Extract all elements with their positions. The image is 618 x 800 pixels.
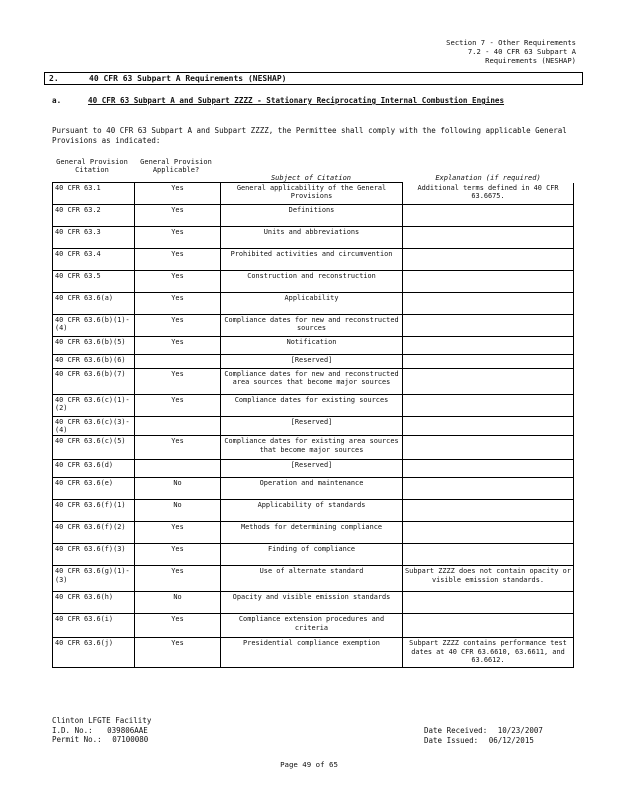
explanation-cell: [403, 205, 574, 227]
footer-right: [424, 726, 543, 745]
section-number: 2.: [49, 74, 59, 83]
received-value: 10/23/2007: [497, 726, 543, 735]
subject-cell: Units and abbreviations: [221, 227, 403, 249]
citation-cell: 40 CFR 63.6(b)(5): [53, 337, 135, 355]
intro-paragraph: Pursuant to 40 CFR 63 Subpart A and Subpart ZZZZ, the Permittee shall comply with the following applicable General Provisions as indicated:: [52, 126, 567, 145]
applicable-cell: Yes: [135, 337, 221, 355]
explanation-cell: [403, 614, 574, 638]
header-line-3: Requirements (NESHAP): [485, 56, 576, 65]
issued-label: Date Issued:: [424, 735, 479, 745]
id-value: 039806AAE: [107, 725, 148, 735]
general-provisions-table: [52, 182, 574, 668]
applicable-cell: No: [135, 478, 221, 500]
citation-cell: 40 CFR 63.6(f)(3): [53, 544, 135, 566]
table-row: [53, 227, 574, 249]
applicable-cell: Yes: [135, 315, 221, 337]
applicable-cell: Yes: [135, 522, 221, 544]
subject-cell: Applicability of standards: [221, 500, 403, 522]
table-row: [53, 205, 574, 227]
explanation-cell: [403, 478, 574, 500]
table-row: [53, 315, 574, 337]
explanation-cell: [403, 522, 574, 544]
table-row: [53, 249, 574, 271]
citation-cell: 40 CFR 63.6(c)(3)-(4): [53, 417, 135, 436]
issued-line: [424, 736, 543, 746]
subject-cell: Compliance dates for existing sources: [221, 395, 403, 417]
table-row: [53, 592, 574, 614]
permit-line: [52, 735, 151, 745]
subject-cell: Use of alternate standard: [221, 566, 403, 592]
table-row: [53, 369, 574, 395]
citation-cell: 40 CFR 63.1: [53, 183, 135, 205]
table-row: [53, 183, 574, 205]
applicable-cell: Yes: [135, 614, 221, 638]
id-label: I.D. No.:: [52, 725, 93, 735]
table-row: [53, 460, 574, 478]
explanation-cell: Subpart ZZZZ does not contain opacity or visible emission standards.: [403, 566, 574, 592]
table-row: [53, 478, 574, 500]
subject-cell: Compliance extension procedures and criteria: [221, 614, 403, 638]
subject-cell: Opacity and visible emission standards: [221, 592, 403, 614]
applicable-cell: [135, 417, 221, 436]
citation-cell: 40 CFR 63.4: [53, 249, 135, 271]
table-row: [53, 417, 574, 436]
applicable-cell: [135, 460, 221, 478]
page-number: Page 49 of 65: [280, 760, 338, 769]
applicable-cell: Yes: [135, 271, 221, 293]
applicable-cell: Yes: [135, 544, 221, 566]
citation-cell: 40 CFR 63.6(h): [53, 592, 135, 614]
section-title: 40 CFR 63 Subpart A Requirements (NESHAP): [89, 74, 287, 83]
table-row: [53, 638, 574, 668]
table-body: [53, 183, 574, 668]
id-line: [52, 726, 151, 736]
subject-cell: Definitions: [221, 205, 403, 227]
applicable-cell: Yes: [135, 566, 221, 592]
table-row: [53, 271, 574, 293]
header-line-1: Section 7 - Other Requirements: [446, 38, 576, 47]
table-row: [53, 436, 574, 460]
citation-cell: 40 CFR 63.2: [53, 205, 135, 227]
subject-cell: Compliance dates for new and reconstructed sources: [221, 315, 403, 337]
table-row: [53, 337, 574, 355]
header-line-2: 7.2 - 40 CFR 63 Subpart A: [467, 47, 576, 56]
explanation-cell: [403, 592, 574, 614]
subject-cell: Compliance dates for existing area sources that become major sources: [221, 436, 403, 460]
footer-left: [52, 716, 151, 745]
subject-cell: Construction and reconstruction: [221, 271, 403, 293]
explanation-cell: [403, 417, 574, 436]
permit-label: Permit No.:: [52, 735, 102, 744]
subject-cell: Methods for determining compliance: [221, 522, 403, 544]
citation-cell: 40 CFR 63.6(f)(1): [53, 500, 135, 522]
received-label: Date Received:: [424, 726, 488, 735]
explanation-cell: [403, 315, 574, 337]
citation-cell: 40 CFR 63.6(i): [53, 614, 135, 638]
subject-cell: [Reserved]: [221, 460, 403, 478]
applicable-cell: Yes: [135, 249, 221, 271]
applicable-cell: No: [135, 592, 221, 614]
citation-cell: 40 CFR 63.6(d): [53, 460, 135, 478]
explanation-cell: Additional terms defined in 40 CFR 63.6675.: [403, 183, 574, 205]
citation-cell: 40 CFR 63.6(b)(6): [53, 355, 135, 369]
subject-cell: [Reserved]: [221, 417, 403, 436]
explanation-cell: [403, 249, 574, 271]
subject-cell: Compliance dates for new and reconstructed area sources that become major sources: [221, 369, 403, 395]
subject-cell: Presidential compliance exemption: [221, 638, 403, 668]
explanation-cell: [403, 436, 574, 460]
applicable-cell: Yes: [135, 205, 221, 227]
citation-cell: 40 CFR 63.6(b)(1)-(4): [53, 315, 135, 337]
explanation-cell: [403, 227, 574, 249]
table-row: [53, 500, 574, 522]
table-row: [53, 293, 574, 315]
subject-cell: General applicability of the General Provisions: [221, 183, 403, 205]
applicable-cell: Yes: [135, 293, 221, 315]
explanation-cell: [403, 271, 574, 293]
facility-name: Clinton LFGTE Facility: [52, 716, 152, 725]
applicable-cell: Yes: [135, 369, 221, 395]
explanation-cell: [403, 337, 574, 355]
table-row: [53, 544, 574, 566]
applicable-cell: Yes: [135, 395, 221, 417]
subject-cell: Finding of compliance: [221, 544, 403, 566]
received-line: [424, 726, 543, 736]
subject-cell: Notification: [221, 337, 403, 355]
applicable-cell: Yes: [135, 436, 221, 460]
applicable-cell: Yes: [135, 183, 221, 205]
permit-value: 07100080: [112, 735, 149, 744]
citation-cell: 40 CFR 63.6(g)(1)-(3): [53, 566, 135, 592]
citation-cell: 40 CFR 63.6(a): [53, 293, 135, 315]
subject-cell: Operation and maintenance: [221, 478, 403, 500]
citation-cell: 40 CFR 63.5: [53, 271, 135, 293]
column-header-applicable: General Provision Applicable?: [140, 158, 212, 174]
explanation-cell: [403, 460, 574, 478]
subsection-letter: a.: [52, 96, 62, 105]
citation-cell: 40 CFR 63.3: [53, 227, 135, 249]
explanation-cell: [403, 544, 574, 566]
applicable-cell: Yes: [135, 227, 221, 249]
table-row: [53, 522, 574, 544]
table-row: [53, 355, 574, 369]
applicable-cell: [135, 355, 221, 369]
table-row: [53, 614, 574, 638]
table-row: [53, 566, 574, 592]
subject-cell: Prohibited activities and circumvention: [221, 249, 403, 271]
column-header-citation: General Provision Citation: [56, 158, 128, 174]
citation-cell: 40 CFR 63.6(c)(1)-(2): [53, 395, 135, 417]
citation-cell: 40 CFR 63.6(j): [53, 638, 135, 668]
section-heading-box: [44, 72, 583, 85]
subject-cell: Applicability: [221, 293, 403, 315]
explanation-cell: [403, 395, 574, 417]
citation-cell: 40 CFR 63.6(f)(2): [53, 522, 135, 544]
page-header: [446, 38, 576, 65]
explanation-cell: [403, 293, 574, 315]
citation-cell: 40 CFR 63.6(e): [53, 478, 135, 500]
applicable-cell: Yes: [135, 638, 221, 668]
subsection-title: 40 CFR 63 Subpart A and Subpart ZZZZ - Stationary Reciprocating Internal Combustion Engines: [88, 96, 505, 105]
explanation-cell: [403, 369, 574, 395]
applicable-cell: No: [135, 500, 221, 522]
column-header-subject: Subject of Citation: [270, 174, 352, 182]
explanation-cell: Subpart ZZZZ contains performance test dates at 40 CFR 63.6610, 63.6611, and 63.6612.: [403, 638, 574, 668]
citation-cell: 40 CFR 63.6(c)(5): [53, 436, 135, 460]
subject-cell: [Reserved]: [221, 355, 403, 369]
citation-cell: 40 CFR 63.6(b)(7): [53, 369, 135, 395]
table-row: [53, 395, 574, 417]
column-header-explanation: Explanation (if required): [435, 174, 541, 182]
explanation-cell: [403, 355, 574, 369]
issued-value: 06/12/2015: [488, 735, 534, 745]
explanation-cell: [403, 500, 574, 522]
